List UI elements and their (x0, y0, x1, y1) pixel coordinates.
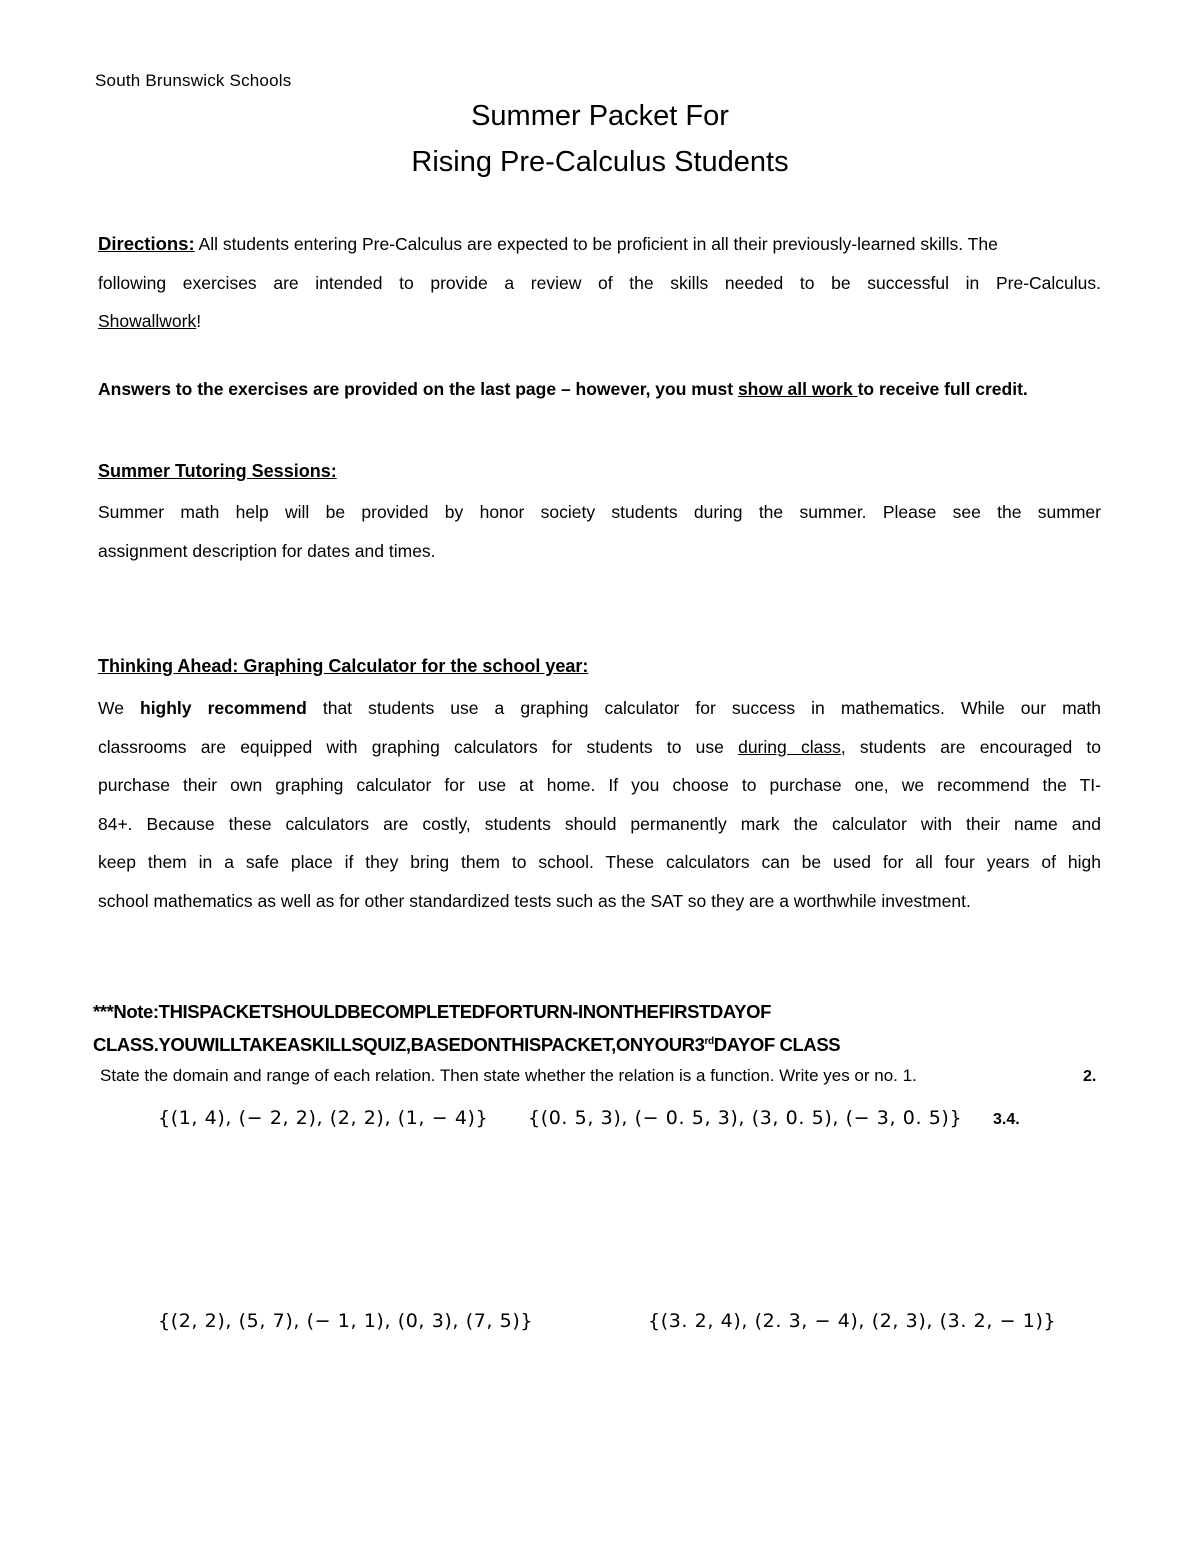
calculator-heading: Thinking Ahead: Graphing Calculator for the school year: (98, 656, 589, 676)
directions-paragraph (98, 225, 1101, 341)
calculator-line-5: keep them in a safe place if they bring them to school. These calculators can be used for all four years of high (98, 852, 1101, 872)
tutoring-line-2: assignment description for dates and times. (98, 540, 436, 561)
directions-line-2: following exercises are intended to provide a review of the skills needed to be successful in Pre-Calculus. (98, 272, 1101, 293)
calculator-line-6: school mathematics as well as for other standardized tests such as the SAT so they are a worthwhile investment. (98, 890, 971, 911)
calculator-paragraph (98, 689, 1101, 920)
note-sup: rd (704, 1035, 714, 1047)
note-line-1: ***Note:THISPACKETSHOULDBECOMPLETEDFORTURN-INONTHEFIRSTDAYOF (93, 1001, 771, 1022)
directions-line-3 (98, 302, 1101, 341)
note-line-2 (93, 1034, 840, 1056)
note-l2-before: CLASS.YOUWILLTAKEASKILLSQUIZ,BASEDONTHISPACKET,ONYOUR3 (93, 1034, 705, 1055)
problem-2-set: {(0. 5, 3), (− 0. 5, 3), (3, 0. 5), (− 3, 0. 5)} (528, 1107, 963, 1129)
calc-we: We (98, 698, 124, 718)
problem-instructions: State the domain and range of each relation. Then state whether the relation is a function. Write yes or no. 1. (100, 1066, 917, 1085)
calculator-line-3: purchase their own graphing calculator for use at home. If you choose to purchase one, we recommend the TI- (98, 775, 1101, 795)
problem-numbers-3-4: 3.4. (993, 1111, 1020, 1128)
answers-before: Answers to the exercises are provided on the last page – however, you must (98, 379, 738, 399)
calc-l1-rest: that students use a graphing calculator for success in mathematics. While our math (322, 698, 1101, 718)
directions-text-1: All students entering Pre-Calculus are expected to be proficient in all their previously-learned skills. The (198, 234, 998, 254)
calculator-line-2 (98, 728, 1101, 767)
directions-exclaim: ! (196, 311, 202, 331)
problem-4-set: {(3. 2, 4), (2. 3, − 4), (2, 3), (3. 2, − 1)} (648, 1310, 1057, 1332)
answers-after: to receive full credit. (857, 379, 1028, 399)
calc-during-class: during class (738, 736, 841, 757)
calc-l2-before: classrooms are equipped with graphing calculators for students to use (98, 736, 724, 757)
title-line-2: Rising Pre-Calculus Students (411, 146, 789, 178)
calculator-line-1 (98, 689, 1101, 728)
directions-label: Directions: (98, 233, 195, 254)
problem-3-set: {(2, 2), (5, 7), (− 1, 1), (0, 3), (7, 5)} (158, 1310, 534, 1332)
problem-number-2: 2. (1083, 1068, 1097, 1085)
calculator-line-4: 84+. Because these calculators are costly, students should permanently mark the calculator with their name and (98, 813, 1101, 834)
answers-underlined: show all work (737, 379, 858, 399)
school-header: South Brunswick Schools (95, 71, 292, 90)
show-all-work-link: Showallwork (98, 311, 197, 331)
calc-highly-recommend: highly recommend (140, 698, 307, 718)
calc-l2-after: , students are encouraged to (840, 736, 1101, 757)
problem-1-set: {(1, 4), (− 2, 2), (2, 2), (1, − 4)} (158, 1107, 489, 1129)
tutoring-heading: Summer Tutoring Sessions: (98, 461, 337, 481)
directions-line-1 (98, 225, 1101, 264)
tutoring-paragraph (98, 493, 1101, 570)
note-l2-after: DAYOF CLASS (713, 1034, 841, 1055)
tutoring-line-1: Summer math help will be provided by honor society students during the summer. Please see the summer (98, 502, 1101, 522)
answers-note (98, 379, 1028, 400)
title-line-1: Summer Packet For (471, 100, 729, 132)
